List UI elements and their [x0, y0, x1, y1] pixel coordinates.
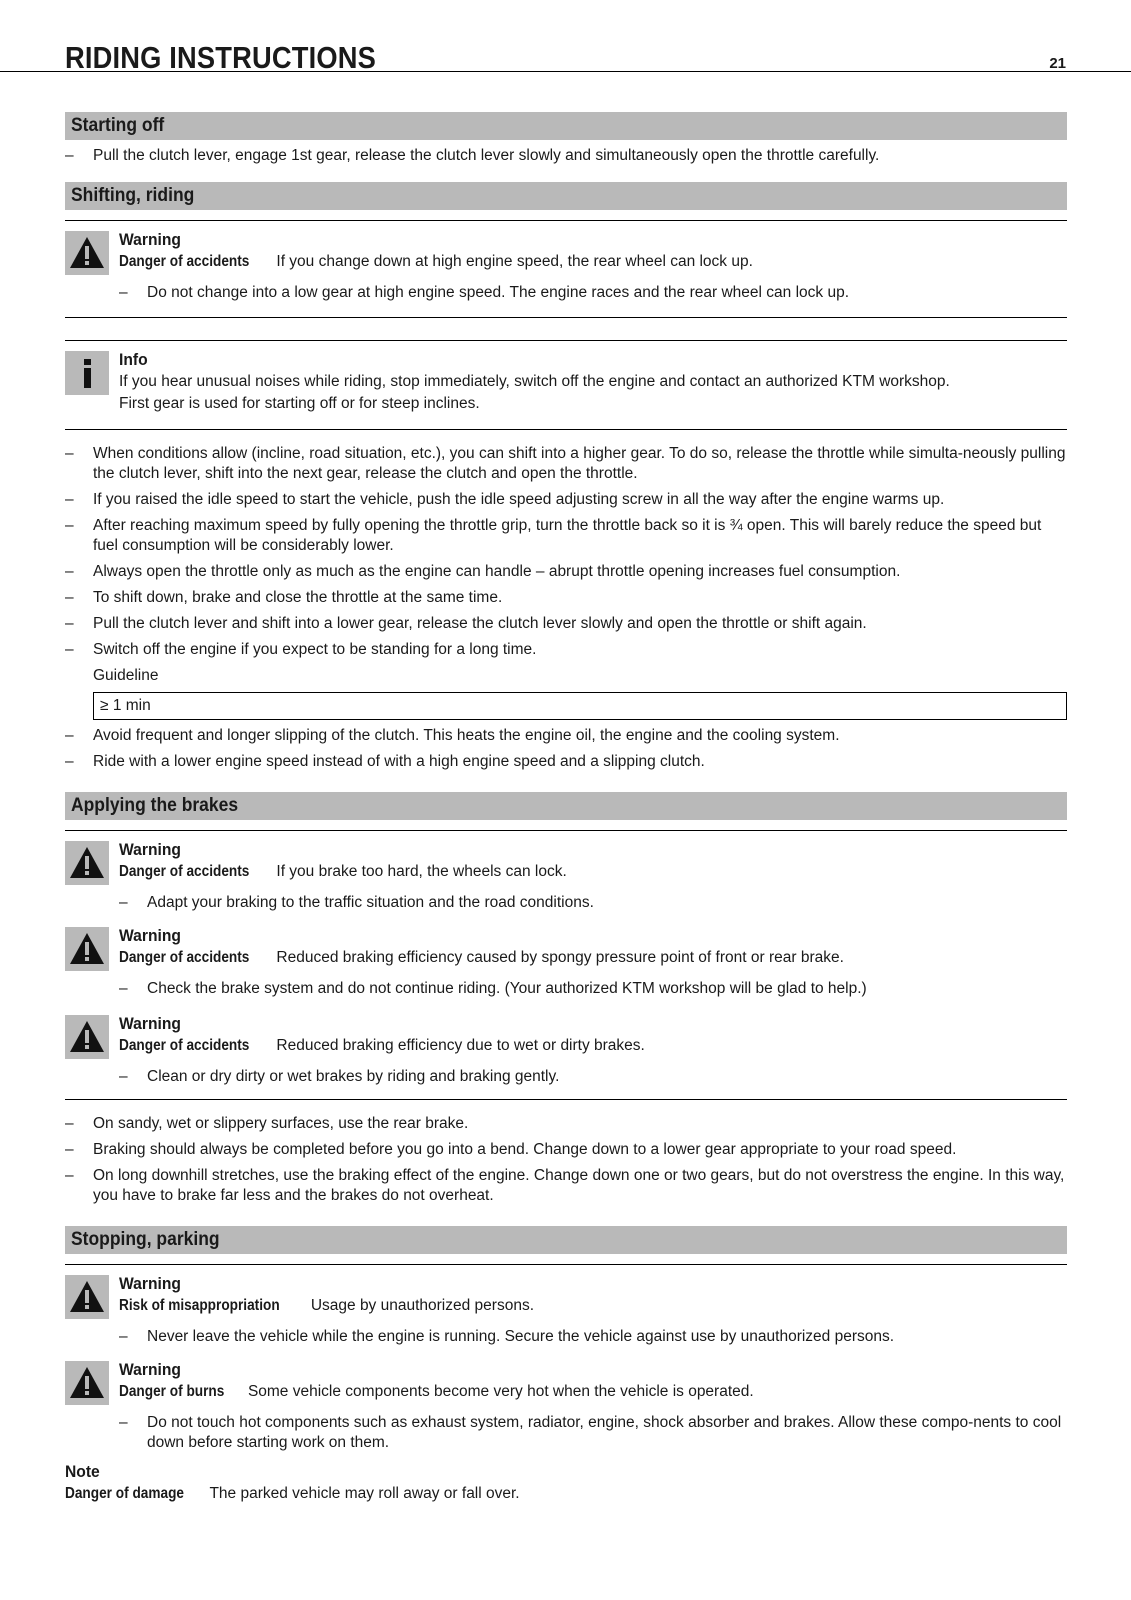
warning-title: Warning	[119, 230, 181, 249]
warning-triangle-icon	[65, 927, 109, 971]
page-title: RIDING INSTRUCTIONS	[65, 40, 377, 75]
list-item: – On long downhill stretches, use the braking effect of the engine. Change down one or two gears, but do not overstress the engine. In this way, you have to brake far less and the brakes do not overheat.	[65, 1167, 1065, 1204]
page-number: 21	[1049, 55, 1066, 72]
warning-text: Risk of misappropriation Usage by unauthorized persons.	[119, 1297, 534, 1314]
warning-action: – Do not touch hot components such as exhaust system, radiator, engine, shock absorber and brakes. Allow these compo-nents to cool down before starting work on them.	[119, 1414, 1062, 1451]
warning-triangle-icon	[65, 1361, 109, 1405]
list-item: – Braking should always be completed before you go into a bend. Change down to a lower gear appropriate to your road speed.	[65, 1141, 957, 1158]
section-heading-stopping-parking: Stopping, parking	[65, 1226, 1067, 1254]
shifting-list	[65, 444, 1067, 772]
warning-text: Danger of accidents Reduced braking efficiency due to wet or dirty brakes.	[119, 1037, 645, 1054]
list-item: – When conditions allow (incline, road situation, etc.), you can shift into a higher gear. To do so, release the throttle while simulta-neously pulling the clutch lever, shift into the next gear, release the clutch and open the throttle.	[65, 445, 1066, 482]
list-item: – Switch off the engine if you expect to be standing for a long time.	[65, 641, 537, 658]
warning-title: Warning	[119, 926, 181, 945]
list-item: – Pull the clutch lever and shift into a lower gear, release the clutch lever slowly and open the throttle or shift again.	[65, 615, 867, 632]
warning-title: Warning	[119, 1014, 181, 1033]
warning-triangle-icon	[65, 231, 109, 275]
list-item: – If you raised the idle speed to start the vehicle, push the idle speed adjusting screw in all the way after the engine warms up.	[65, 491, 945, 508]
info-title: Info	[119, 350, 148, 369]
list-item: – Ride with a lower engine speed instead of with a high engine speed and a slipping clutch.	[65, 753, 705, 770]
warning-triangle-icon	[65, 841, 109, 885]
warning-action: – Check the brake system and do not continue riding. (Your authorized KTM workshop will be glad to help.)	[119, 980, 867, 997]
section-heading-starting-off: Starting off	[65, 112, 1067, 140]
warning-action: – Never leave the vehicle while the engine is running. Secure the vehicle against use by unauthorized persons.	[119, 1328, 895, 1345]
guideline-value: ≥ 1 min	[93, 692, 1067, 720]
warning-title: Warning	[119, 840, 181, 859]
list-item: – To shift down, brake and close the throttle at the same time.	[65, 589, 503, 606]
warning-notice	[65, 1273, 1067, 1347]
warning-text: Danger of accidents If you change down at high engine speed, the rear wheel can lock up.	[119, 253, 753, 270]
warning-triangle-icon	[65, 1015, 109, 1059]
section-heading-applying-brakes: Applying the brakes	[65, 792, 1067, 820]
warning-notice	[65, 1359, 1067, 1453]
warning-notice	[65, 839, 1067, 913]
warning-action: – Adapt your braking to the traffic situation and the road conditions.	[119, 894, 594, 911]
info-notice	[65, 349, 1067, 415]
list-item: – After reaching maximum speed by fully opening the throttle grip, turn the throttle back so it is ¾ open. This will barely reduce the speed but fuel consumption will be considerably lower.	[65, 517, 1042, 554]
info-box	[65, 340, 1067, 430]
warning-notice	[65, 1013, 1067, 1087]
list-item: – Always open the throttle only as much as the engine can handle – abrupt throttle opening increases fuel consumption.	[65, 563, 901, 580]
warning-notice	[65, 925, 1067, 999]
note-title: Note	[65, 1462, 100, 1481]
warning-action: – Do not change into a low gear at high engine speed. The engine races and the rear wheel can lock up.	[119, 284, 849, 301]
info-text: First gear is used for starting off or for steep inclines.	[119, 395, 480, 412]
warning-triangle-icon	[65, 1275, 109, 1319]
warning-notice	[65, 229, 1067, 303]
page-content	[65, 112, 1067, 1505]
section-heading-shifting-riding: Shifting, riding	[65, 182, 1067, 210]
warning-title: Warning	[119, 1360, 181, 1379]
warning-action: – Clean or dry dirty or wet brakes by riding and braking gently.	[119, 1068, 560, 1085]
warning-box	[65, 830, 1067, 1100]
list-item: – Avoid frequent and longer slipping of the clutch. This heats the engine oil, the engine and the cooling system.	[65, 727, 840, 744]
list-item: – Pull the clutch lever, engage 1st gear, release the clutch lever slowly and simultaneously open the throttle carefully.	[65, 147, 880, 164]
list-item: – On sandy, wet or slippery surfaces, use the rear brake.	[65, 1115, 469, 1132]
guideline-label: Guideline	[93, 667, 159, 684]
info-icon	[65, 351, 109, 395]
brakes-list	[65, 1114, 1067, 1206]
page-header	[0, 38, 1131, 75]
warning-title: Warning	[119, 1274, 181, 1293]
warning-text: Danger of accidents Reduced braking efficiency caused by spongy pressure point of front or rear brake.	[119, 949, 844, 966]
note-text: Danger of damage The parked vehicle may roll away or fall over.	[65, 1485, 520, 1502]
warning-box	[65, 220, 1067, 318]
warning-text: Danger of accidents If you brake too hard, the wheels can lock.	[119, 863, 567, 880]
warning-text: Danger of burns Some vehicle components become very hot when the vehicle is operated.	[119, 1383, 754, 1400]
note	[65, 1461, 1067, 1505]
warning-box	[65, 1264, 1067, 1453]
info-text: If you hear unusual noises while riding, stop immediately, switch off the engine and contact an authorized KTM workshop.	[119, 373, 950, 390]
